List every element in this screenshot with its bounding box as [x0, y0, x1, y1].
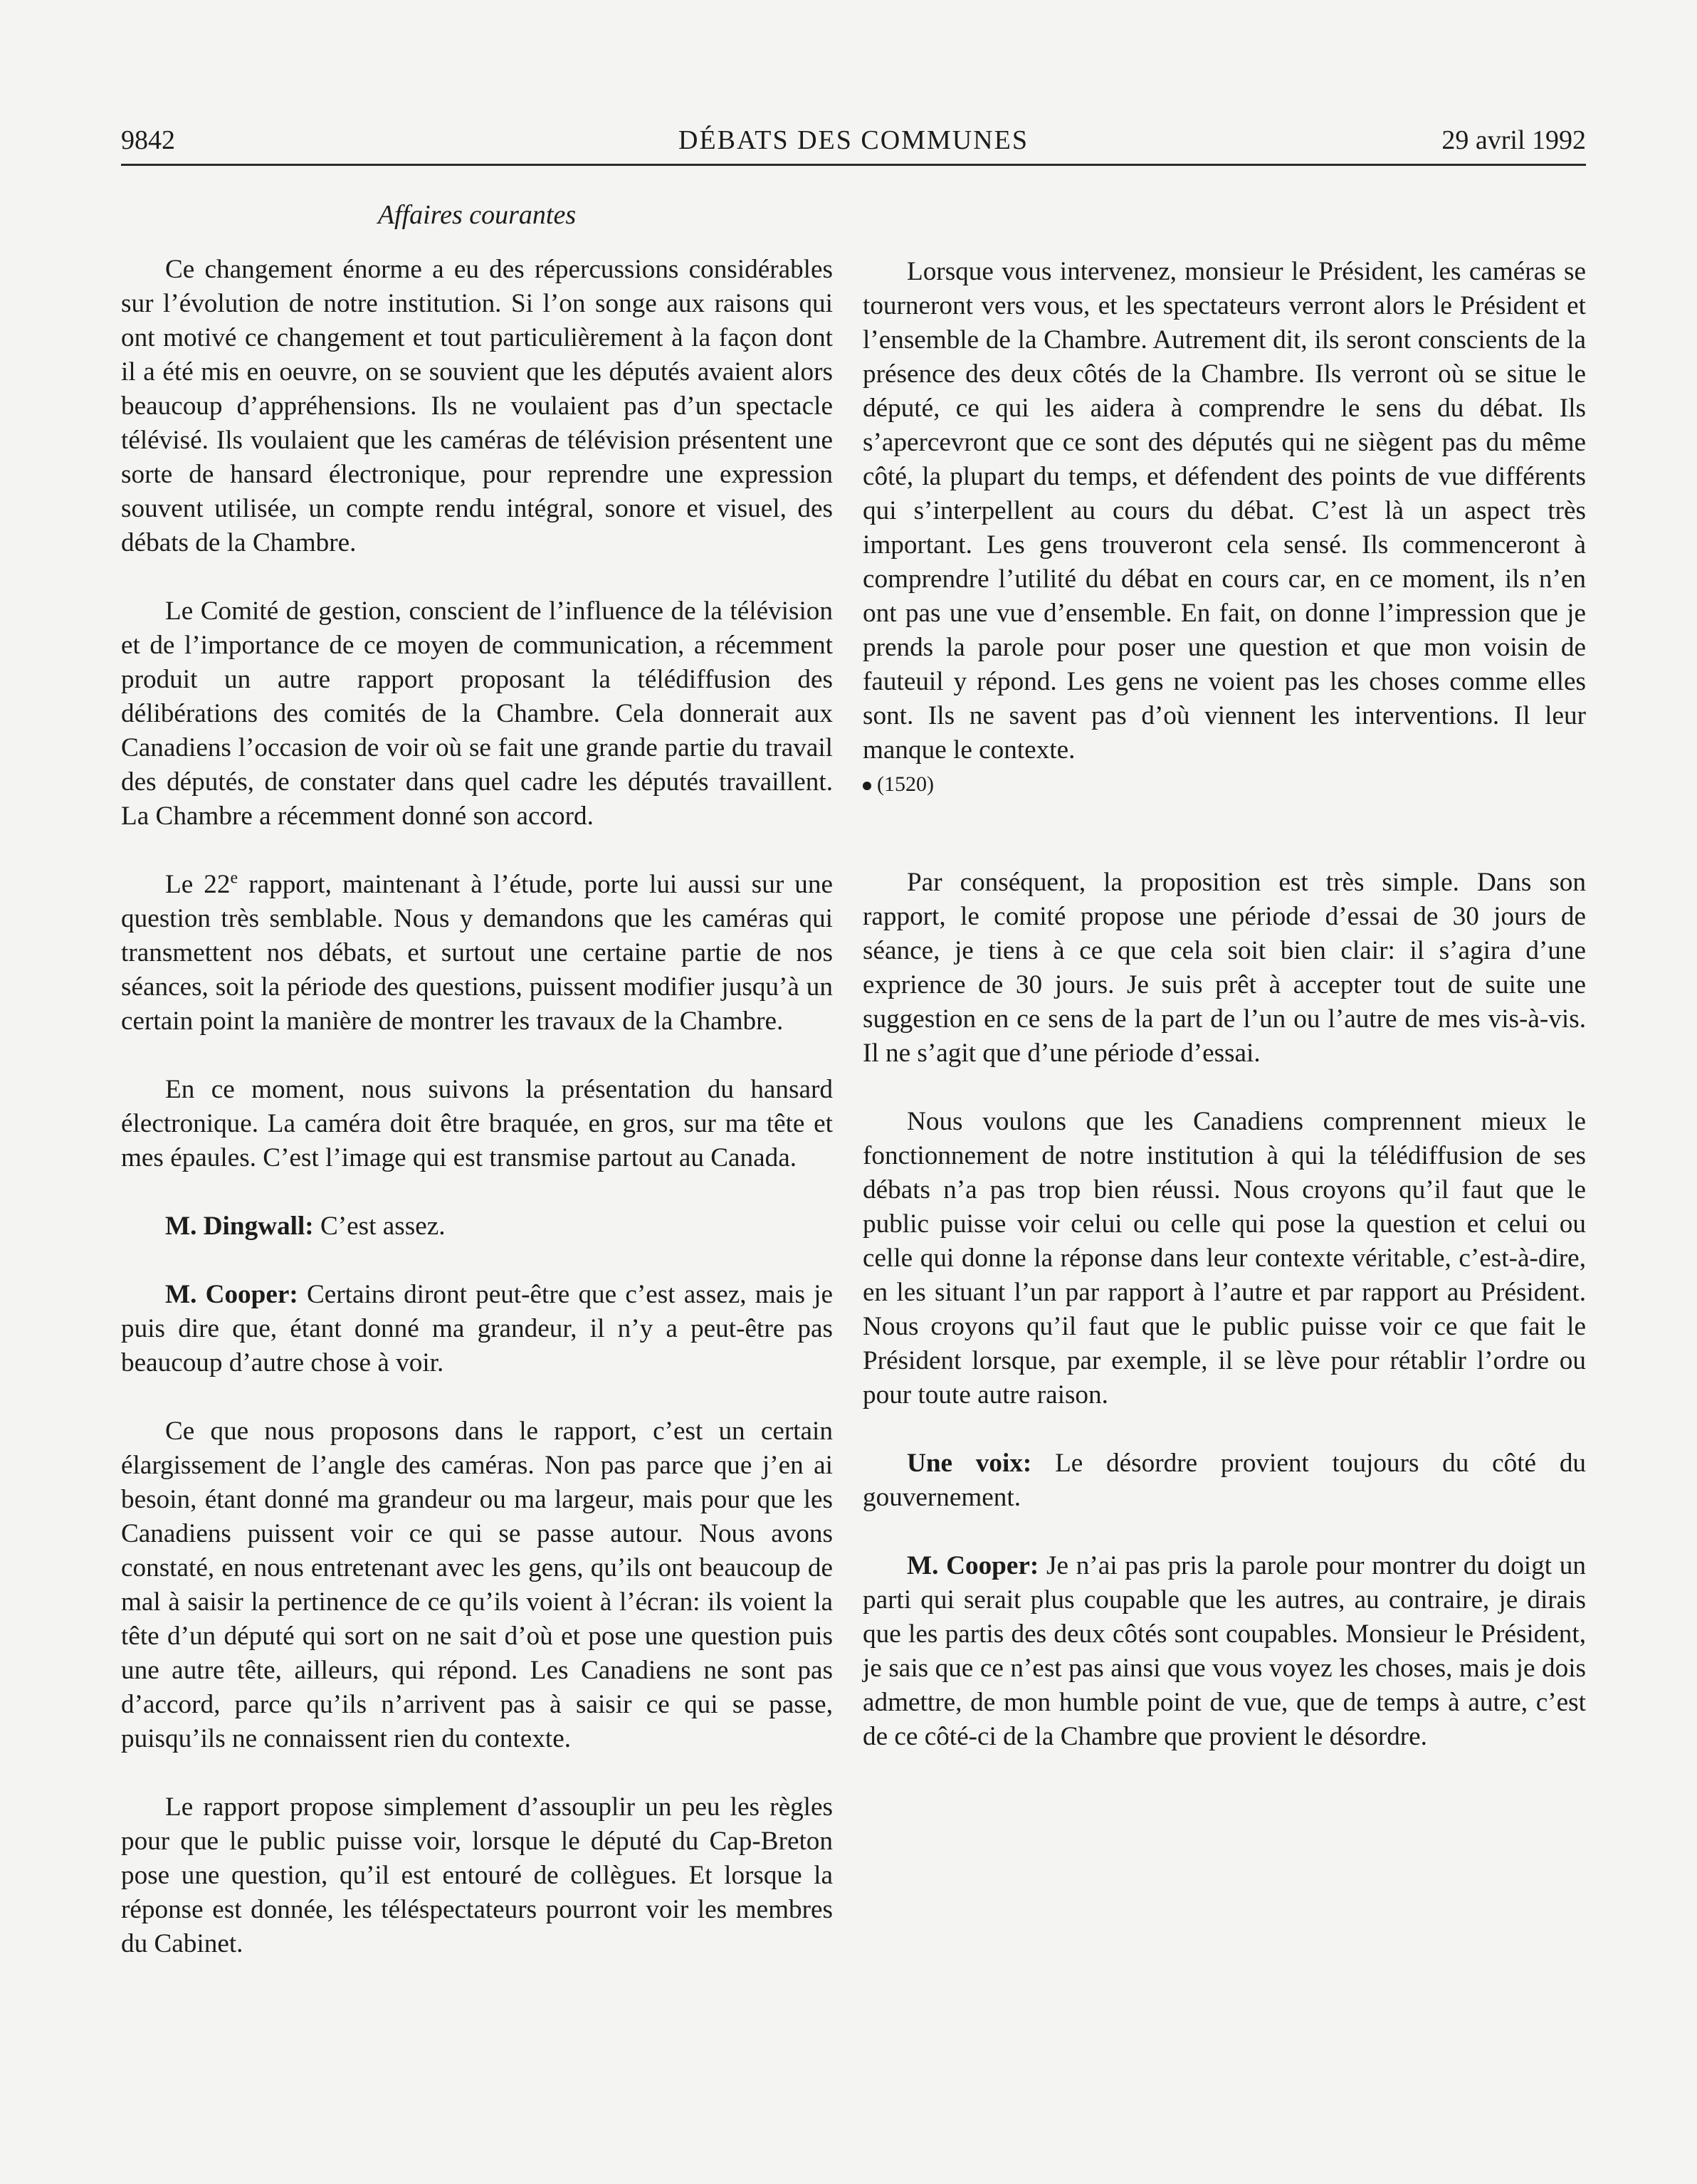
bullet-icon: [863, 782, 871, 790]
speaker-paragraph: [121, 1209, 833, 1244]
speech-text: Certains diront peut-être que c’est assez, mais je puis dire que, étant donné ma grandeur, il n’y a peut-être pas beaucoup d’autre chose à voir.: [121, 1280, 833, 1377]
paragraph: En ce moment, nous suivons la présentation du hansard électronique. La caméra doit être braquée, en gros, sur ma tête et mes épaules. C’est l’image qui est transmise partout au Canada.: [121, 1075, 833, 1172]
paragraph-text: Le Comité de gestion, conscient de l’influence de la télévision et de l’importance de ce moyen de communication, a récemment produit un autre rapport proposant la télédiffusion des délibérations des comités de la Chambre. Cela donnerait aux Canadiens l’occasion de voir où se fait une grande partie du travail des députés, de constater dans quel cadre les députés travaillent. La Chambre a récemment donné son accord.: [121, 597, 833, 831]
speaker-name: M. Cooper:: [907, 1551, 1039, 1580]
section-title: Affaires courantes: [377, 200, 577, 230]
paragraph: Le rapport propose simplement d’assouplir un peu les règles pour que le public puisse voir, lorsque le député du Cap-Breton pose une question, qu’il est entouré de collègues. Et lorsque la réponse est donnée, les téléspectateurs pourront voir les membres du Cabinet.: [121, 1792, 833, 1958]
paragraph-text: rapport, maintenant à l’étude, porte lui aussi sur une question très semblable. Nous y demandons que les caméras qui transmettent nos débats, et surtout une certaine partie de nos séances, soit la période des questions, puissent modifier jusqu’à un certain point la manière de montrer les travaux de la Chambre.: [121, 870, 833, 1036]
speaker-name: M. Cooper:: [165, 1280, 298, 1309]
speaker-name: M. Dingwall:: [165, 1212, 314, 1241]
speech-text: Le désordre provient toujours du côté du gouvernement.: [863, 1449, 1587, 1512]
paragraph: Lorsque vous intervenez, monsieur le Président, les caméras se tourneront vers vous, et les spectateurs verront alors le Président et l’ensemble de la Chambre. Autrement dit, ils seront conscients de la présence des deux côtés de la Chambre. Ils verront où se situe le député, ce qui les aidera à comprendre le sens du débat. Ils s’apercevront que ce sont des députés qui ne siègent pas du même côté, la plupart du temps, et défendent des points de vue différents qui s’interpellent au cours du débat. C’est là un aspect très important. Les gens trouveront cela sensé. Ils commenceront à comprendre l’utilité du débat en cours car, en ce moment, ils n’en ont pas une vue d’ensemble. En fait, on donne l’impression que je prends la parole pour poser une question et que mon voisin de fauteuil y répond. Les gens ne voient pas les choses comme elles sont. Ils ne savent pas d’où viennent les interventions. Il leur manque le contexte.: [863, 257, 1586, 765]
ordinal-superscript: e: [230, 868, 238, 888]
speaker-name: Une voix:: [907, 1449, 1032, 1478]
paragraph: Nous voulons que les Canadiens comprennent mieux le fonctionnement de notre institution à qui la télédiffusion de ses débats n’a pas trop bien réussi. Nous croyons qu’il faut que le public puisse voir celui ou celle qui pose la question et celui ou celle qui donne la réponse dans leur contexte véritable, c’est-à-dire, en les situant l’un par rapport à l’autre et par rapport au Président. Nous croyons qu’il faut que le public puisse voir ce que fait le Président lorsque, par exemple, il se lève pour rétablir l’ordre ou pour toute autre raison.: [863, 1107, 1586, 1409]
speaker-paragraph: [121, 1278, 833, 1380]
paragraph-text: Le 22: [165, 870, 231, 899]
paragraph: Ce que nous proposons dans le rapport, c’est un certain élargissement de l’angle des caméras. Non pas parce que j’en ai besoin, étant donné ma grandeur ou ma largeur, mais pour que les Canadiens puissent voir ce qui se passe autour. Nous avons constaté, en nous entretenant avec les gens, qu’ils ont beaucoup de mal à saisir la pertinence de ce qu’ils voient à l’écran: ils voient la tête d’un député qui sort on ne sait d’où et pose une question puis une autre tête, ailleurs, qui répond. Les Canadiens ne sont pas d’accord, parce qu’ils n’arrivent pas à saisir ce qui se passe, puisqu’ils ne connaissent rien du contexte.: [121, 1417, 833, 1753]
paragraph: Par conséquent, la proposition est très simple. Dans son rapport, le comité propose une période d’essai de 30 jours de séance, je tiens à ce que cela soit bien clair: il s’agira d’une exprience de 30 jours. Je suis prêt à accepter tout de suite une suggestion en ce sens de la part de l’un ou l’autre de mes vis-à-vis. Il ne s’agit que d’une période d’essai.: [863, 868, 1586, 1068]
speech-text: Je n’ai pas pris la parole pour montrer du doigt un parti qui serait plus coupable que les autres, au contraire, je dirais que les partis des deux côtés sont coupables. Monsieur le Président, je sais que ce n’est pas ainsi que vous voyez les choses, mais je dois admettre, de mon humble point de vue, que de temps à autre, c’est de ce côté-ci de la Chambre que provient le désordre.: [863, 1551, 1586, 1751]
time-marker: [863, 767, 1586, 802]
left-column: [121, 253, 833, 1961]
publication-date: 29 avril 1992: [1441, 125, 1586, 155]
speaker-paragraph: [863, 1549, 1586, 1754]
speaker-paragraph: [863, 1447, 1586, 1515]
page-number: 9842: [121, 125, 175, 155]
page-header: [121, 121, 1586, 166]
time-marker-text: (1520): [877, 772, 934, 796]
paragraph: [121, 594, 833, 834]
speech-text: C’est assez.: [313, 1212, 446, 1241]
paragraph: [121, 868, 833, 1039]
paragraph: Ce changement énorme a eu des répercussions considérables sur l’évolution de notre institution. Si l’on songe aux raisons qui ont motivé ce changement et tout particulièrement à la façon dont il a été mis en oeuvre, on se souvient que les députés avaient alors beaucoup d’appréhensions. Ils ne voulaient pas d’un spectacle télévisé. Ils voulaient que les caméras de télévision présentent une sorte de hansard électronique, pour reprendre une expression souvent utilisée, un compte rendu intégral, sonore et visuel, des débats de la Chambre.: [121, 255, 833, 557]
right-column: [863, 255, 1586, 1754]
publication-title: DÉBATS DES COMMUNES: [678, 125, 1029, 155]
